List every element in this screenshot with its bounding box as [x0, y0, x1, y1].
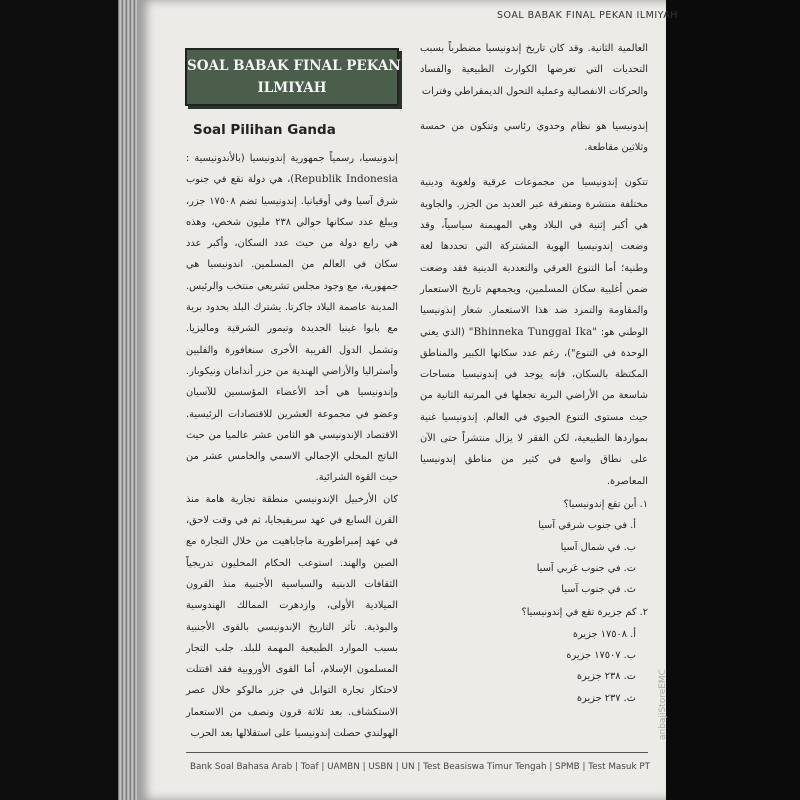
latin-motto: "Bhinneka Tunggal Ika"	[468, 325, 598, 338]
background-right	[666, 0, 800, 800]
paragraph-text: تتكون إندونيسيا من مجموعات عرقية ولغوية ودينية مختلفة منتشرة ومتفرقة عبر العديد من الجزر. والجاوية هي أكبر إثنية في البلاد وهي المهيمنة سياسياً، وقد وضعت إندونيسيا الهوية المشتركة التي تحددها لغة وطنية؛ أما التنوع العرقي والتعددية الدينية فقد وضعت ضمن أغلبية سكان المسلمين، ويجمعهم تاريخ الاستعمار والمقاومة والتمرد ضد هذا الاستعمار. شعار إندونيسيا الوطني هو:	[420, 177, 648, 338]
paragraph-text: إندونيسيا، رسمياً جمهورية إندونيسيا (بالأندونيسية :	[186, 153, 398, 164]
running-head: SOAL BABAK FINAL PEKAN ILMIYAH	[497, 10, 678, 21]
question-1: ١. أين تقع إندونيسيا؟	[563, 498, 648, 510]
question-2-options	[420, 624, 648, 709]
question-1-options	[420, 515, 648, 600]
background-left	[0, 0, 125, 800]
paragraph-diversity	[420, 172, 648, 491]
left-column	[186, 148, 398, 744]
option-item: ت. ٢٣٨ جزيرة	[576, 671, 636, 683]
option-item: ث. في جنوب آسيا	[561, 584, 636, 596]
option-item: ت. في جنوب غربي آسيا	[536, 562, 636, 574]
paragraph-indonesia-intro	[186, 148, 398, 489]
option-item: أ. ١٧٥٠٨ جزيرة	[572, 628, 636, 640]
option-item: ب. في شمال آسيا	[560, 541, 636, 553]
page-footer: Bank Soal Bahasa Arab | Toaf | UAMBN | USBN | UN | Test Beasiswa Timur Tengah | SPMB | Test Masuk PT	[190, 762, 651, 772]
option-item: أ. في جنوب شرقي آسيا	[538, 520, 636, 532]
question-2: ٢. كم جزيرة تقع في إندونيسيا؟	[521, 607, 648, 619]
paragraph-history: كان الأرخبيل الإندونيسي منطقة تجارية هامة منذ القرن السابع في عهد سريفيجايا، ثم في وقت لاحق، في عهد إمبراطورية ماجاباهيت من خلال التجارة مع الصين والهند. استوعب الحكام المحليون تدريجياً الثقافات الدينية والسياسية الأجنبية منذ القرون الميلادية الأولى، وازدهرت الممالك الهندوسية والبوذية. تأثر التاريخ الإندونيسي بالقوى الأجنبية بسبب الموارد الطبيعية المهمة للبلد. جلب التجار المسلمون الإسلام، أما القوى الأوروبية فقد اقتتلت لاحتكار تجارة التوابل في جزر مالوكو خلال عصر الاستكشاف. بعد ثلاثة قرون ونصف من الاستعمار الهولندي حصلت إندونيسيا على استقلالها بعد الحرب	[186, 493, 398, 740]
paragraph-text: )، هي دولة تقع في جنوب شرق آسيا وفي أوقيانيا. إندونيسيا تضم ١٧٥٠٨ جزر، ويبلغ عدد سكانها حوالي ٢٣٨ مليون شخص، وهذه هي رابع دولة من حيث عدد السكان، وأكبر عدد سكان في العالم من المسلمين. اندونيسيا هي جمهورية، مع وجود مجلس تشريعي منتخب والرئيس. المدينة عاصمة البلاد جاكرتا. يشترك البلد بحدود برية مع بابوا غينيا الجديدة وتيمور الشرقية وماليزيا. وتشمل الدول القريبة الأخرى سنغافورة والفلبين وأستراليا والأراضي الهندية من جزر أندامان ونيكوبار. وإندونيسيا هي أحد الأعضاء المؤسسين للآسيان وعضو في مجموعة العشرين للاقتصادات الرئيسية. الاقتصاد الإندونيسي هو الثامن عشر عالميا من حيث الناتج المحلي الإجمالي الاسمي والخامس عشر من حيث القوة الشرائية.	[186, 174, 398, 484]
book-page-edges	[118, 0, 140, 800]
watermark: anbajiStoreEMC	[658, 669, 668, 740]
option-item: ب. ١٧٥٠٧ جزيرة	[566, 650, 636, 662]
page-title-line2: ILMIYAH	[257, 80, 327, 96]
page-title	[187, 50, 401, 99]
page-title-line1: SOAL BABAK FINAL PEKAN	[187, 58, 401, 74]
section-heading: Soal Pilihan Ganda	[193, 122, 336, 138]
option-item: ث. ٢٣٧ جزيرة	[576, 692, 636, 704]
paragraph-government: إندونيسيا هو نظام وحدوي رئاسي وتتكون من خمسة وثلاثين مقاطعة.	[420, 120, 648, 154]
title-box	[185, 48, 399, 106]
paragraph-history-cont: العالمية الثانية. وقد كان تاريخ إندونيسيا مضطرباً بسبب التحديات التي تعرضها الكوارث الطبيعية والفساد والحركات الانفصالية وعملية التحول الديمقراطي وفترات	[420, 43, 648, 97]
footer-divider	[186, 752, 648, 753]
paragraph-text: (الذي يعني الوحدة في التنوع")، رغم عدد سكانها الكبير والمناطق المكتظة بالسكان، فإنه يوجد في إندونيسيا مساحات شاسعة من الأراضي البرية تجعلها في المرتبة الثانية من حيث مستوى التنوع الحيوي في العالم. إندونيسيا غنية بمواردها الطبيعية، لكن الفقر لا يزال منتشراً حتى الآن على نطاق واسع في كثير من مناطق إندونيسيا المعاصرة.	[420, 326, 648, 487]
latin-term: Republik Indonesia	[294, 173, 398, 186]
right-column	[420, 38, 648, 709]
